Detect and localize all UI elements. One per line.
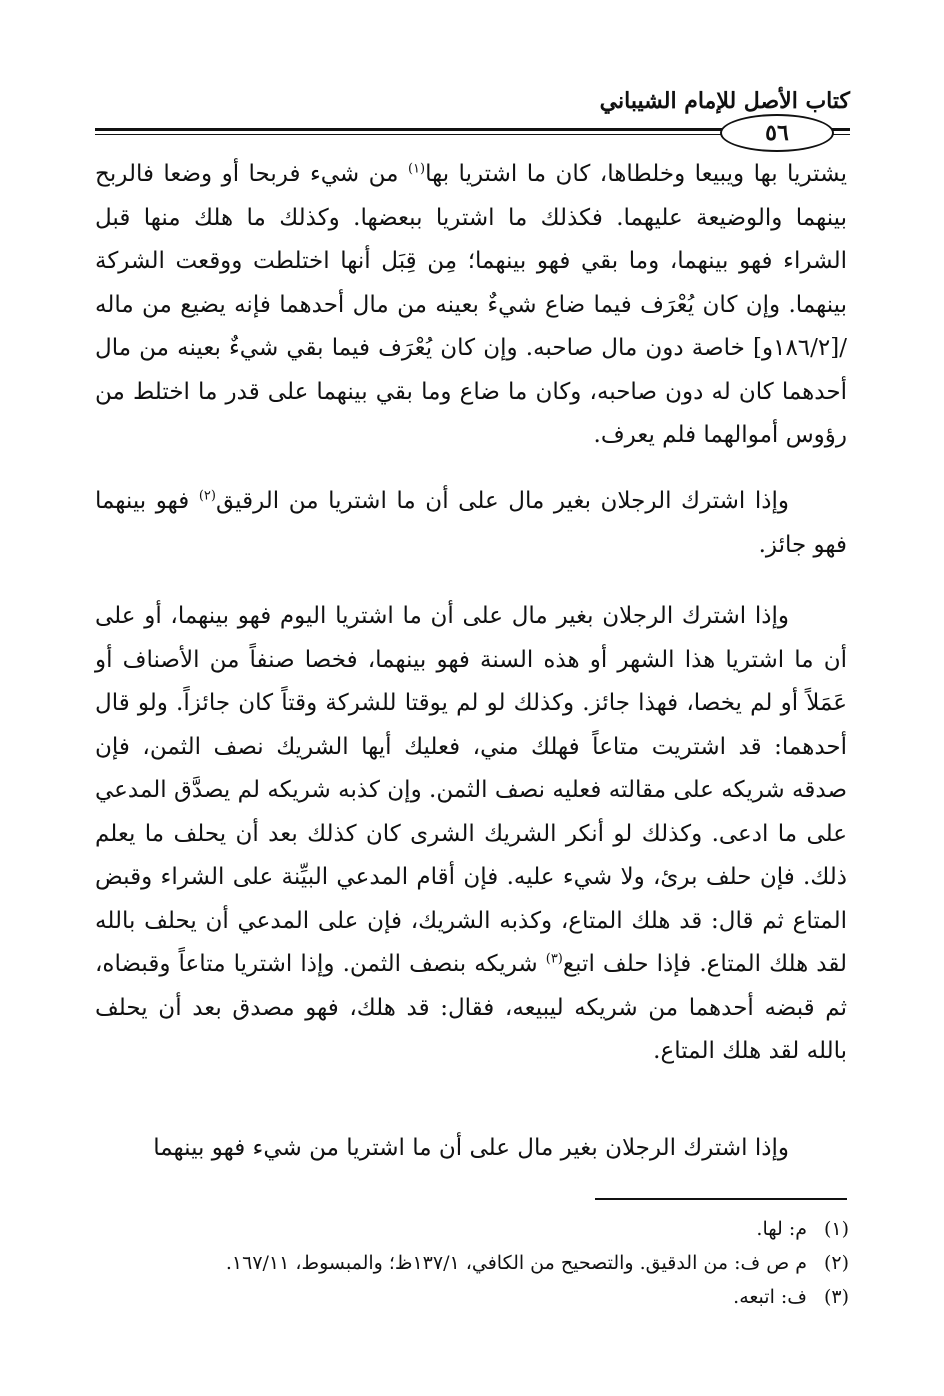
footnote-number: (١) xyxy=(823,1218,849,1240)
page-header xyxy=(95,80,850,150)
footnote-marker: (١) xyxy=(407,161,426,177)
paragraph-2 xyxy=(95,480,847,567)
footnote-text: م: لها. xyxy=(756,1218,807,1240)
paragraph-3 xyxy=(95,595,847,1074)
footnote-marker: (٣) xyxy=(545,951,563,967)
paragraph-text: وإذا اشترك الرجلان بغير مال على أن ما اشتريا من الرقيق$^{(٢)}$ فهو بينهما فهو جائز. xyxy=(95,488,847,558)
footnote-item xyxy=(97,1280,849,1314)
footnotes xyxy=(97,1212,849,1314)
page-number: ٥٦ xyxy=(720,114,834,152)
footnote-separator xyxy=(595,1198,847,1200)
footnote-item xyxy=(97,1246,849,1280)
paragraph-text: وإذا اشترك الرجلان بغير مال على أن ما اشتريا اليوم فهو بينهما، أو على أن ما اشتريا هذا الشهر أو هذه السنة فهو بينهما، فخصا صنفاً من الأصناف أو عَمَلاً أو لم يخصا، فهذا جائز. وكذلك لو لم يوقتا للشركة وقتاً كان جائزاً. ولو قال أحدهما: قد اشتريت متاعاً فهلك مني، فعليك أيها الشريك نصف الثمن، فإن صدقه شريكه على مقالته فعليه نصف الثمن. وإن كذبه شريكه لم يصدَّق المدعي على ما ادعى. وكذلك لو أنكر الشريك الشرى كان كذلك بعد أن يحلف ما يعلم ذلك. فإن حلف برئ، ولا شيء عليه. فإن أقام المدعي البيِّنة على الشراء وقبض المتاع ثم قال: قد هلك المتاع، وكذبه الشريك، فإن على المدعي أن يحلف بالله لقد هلك المتاع. فإذا حلف اتبع$^{(٣)}$ شريكه بنصف الثمن. وإذا اشتريا متاعاً وقبضاه، ثم قبضه أحدهما من شريكه ليبيعه، فقال: قد هلك، فهو مصدق بعد أن يحلف بالله لقد هلك المتاع. xyxy=(95,603,847,1064)
book-title: كتاب الأصل للإمام الشيباني xyxy=(599,88,850,114)
paragraph-1 xyxy=(95,153,847,458)
footnote-number: (٣) xyxy=(823,1286,849,1308)
footnote-number: (٢) xyxy=(823,1252,849,1274)
paragraph-4 xyxy=(95,1127,847,1171)
footnote-item xyxy=(97,1212,849,1246)
footnote-text: م ص ف: من الدقيق. والتصحيح من الكافي، ١٣٧/١ظ؛ والمبسوط، ١٦٧/١١. xyxy=(225,1252,807,1274)
paragraph-text: يشتريا بها ويبيعا وخلطاها، كان ما اشتريا بها$^{(١)}$ من شيء فربحا أو وضعا فالربح بينهما والوضيعة عليهما. فكذلك ما اشتريا ببعضها. وكذلك ما هلك منها قبل الشراء فهو بينهما، وما بقي فهو بينهما؛ مِن قِبَل أنها اختلطت ووقعت الشركة بينهما. وإن كان يُعْرَف فيما ضاع شيءٌ بعينه من مال أحدهما فإنه يضيع من ماله /[١٨٦/٢و] خاصة دون مال صاحبه. وإن كان يُعْرَف فيما بقي شيءٌ بعينه من مال أحدهما كان له دون صاحبه، وكان ما ضاع وما بقي بينهما على قدر ما اختلط من رؤوس أموالهما فلم يعرف. xyxy=(95,161,848,448)
footnote-text: ف: اتبعه. xyxy=(733,1286,807,1308)
footnote-marker: (٢) xyxy=(198,488,216,504)
paragraph-text: وإذا اشترك الرجلان بغير مال على أن ما اشتريا من شيء فهو بينهما xyxy=(153,1135,789,1161)
